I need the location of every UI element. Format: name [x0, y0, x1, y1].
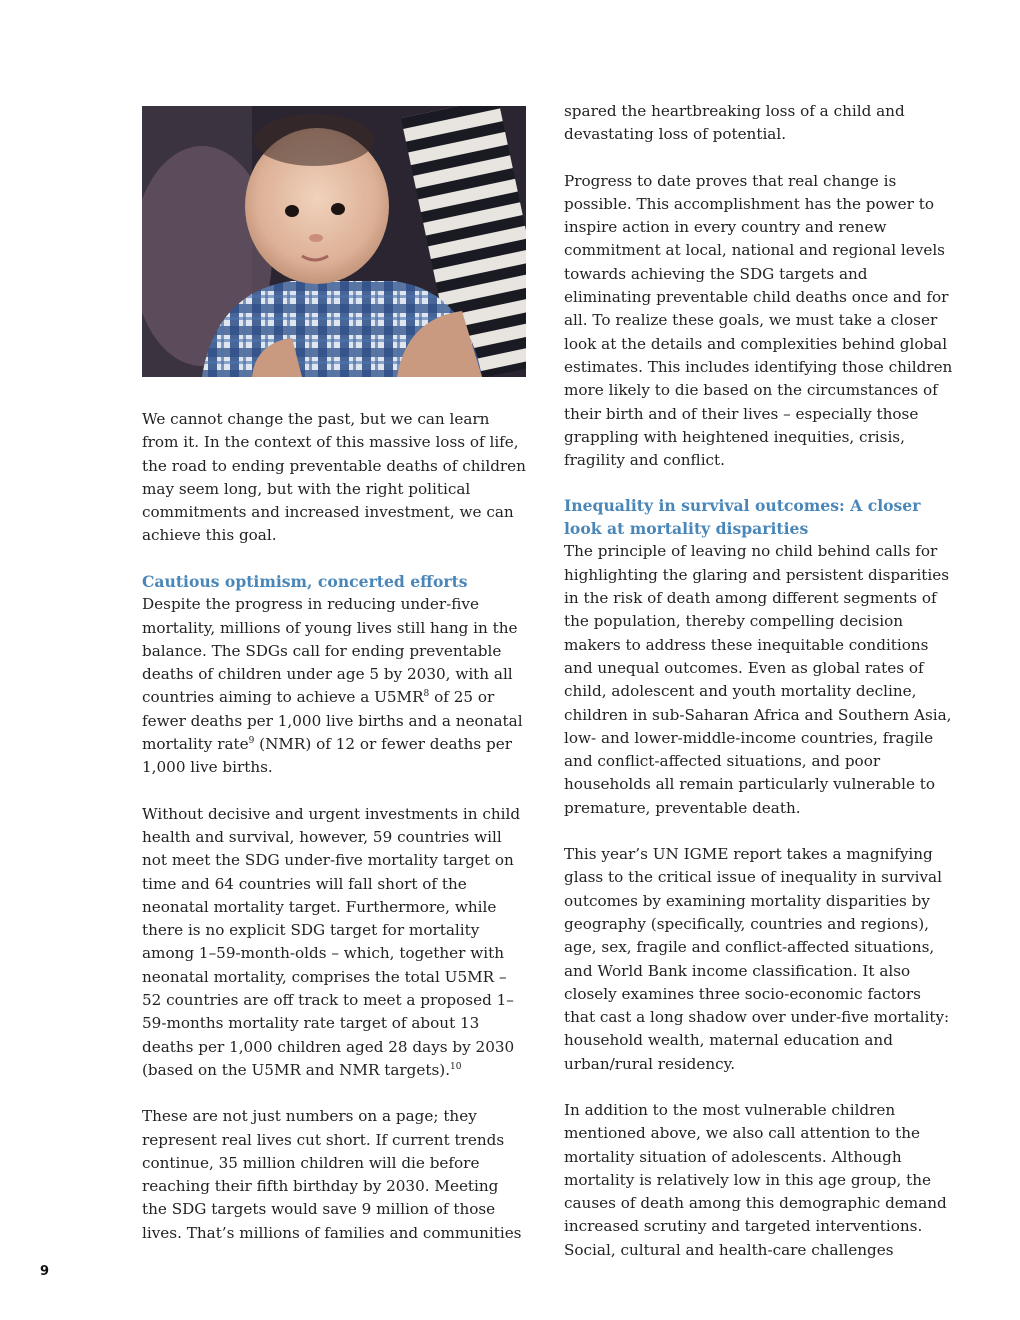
section-heading-cautious-optimism: Cautious optimism, concerted efforts — [142, 571, 468, 591]
investment-paragraph: Without decisive and urgent investments in child health and survival, however, 59 countries will not meet the SDG under-five mortality target on time and 64 countries will fall short of the neonatal mortality target. Furthermore, while there is no explicit SDG target for mortality among 1–59-month-olds – which, together with neonatal mortality, comprises the total U5MR – 52 countries are off track to meet a proposed 1–59-months mortality rate target of about 13 deaths per 1,000 children aged 28 days by 2030 (based on the U5MR and NMR targets).$^{10}$ — [142, 804, 521, 1079]
page-number: 9 — [40, 1264, 50, 1279]
footnote-ref-9[interactable]: 9 — [248, 736, 255, 746]
numbers-paragraph: These are not just numbers on a page; they represent real lives cut short. If current trends continue, 35 million children will die before reaching their fifth birthday by 2030. Meeting the SDG targets would save 9 million of those lives. That’s millions of families and communities — [142, 1107, 522, 1242]
baby-photo — [142, 106, 526, 377]
real-change-paragraph: Progress to date proves that real change is possible. This accomplishment has the power to inspire action in every country and renew commitment at local, national and regional levels towards achieving the SDG targets and eliminating preventable child deaths once and for all. To realize these goals, we must take a closer look at the details and complexities behind global estimates. This includes identifying those children more likely to die based on the circumstances of their birth and of their lives – especially those grappling with heightened inequities, crisis, fragility and conflict. — [564, 171, 953, 470]
footnote-ref-8[interactable]: 8 — [423, 689, 430, 700]
report-scope-paragraph: This year’s UN IGME report takes a magnifying glass to the critical issue of inequality in survival outcomes by examining mortality disparities by geography (specifically, countries and regions), age, sex, fragile and conflict-affected situations, and World Bank income classification. It also closely examines three socio-economic factors that cast a long shadow over under-five mortality: household wealth, maternal education and urban/rural residency. — [564, 845, 950, 1073]
progress-paragraph: Despite the progress in reducing under-five mortality, millions of young lives still hang in the balance. The SDGs call for ending preventable deaths of children under age 5 by 2030, with all countries aiming to achieve a $U5MR^8$ of 25 or fewer deaths per 1,000 live births and a neonatal mortality rate$^9$ (NMR) of 12 or fewer deaths per 1,000 live births. — [142, 595, 523, 777]
adolescents-paragraph: In addition to the most vulnerable children mentioned above, we also call attention to the mortality situation of adolescents. Although mortality is relatively low in this age group, the causes of death among this demographic demand increased scrutiny and targeted interventions. Social, cultural and health-care challenges — [564, 1100, 947, 1259]
left-column — [142, 100, 527, 1245]
footnote-ref-10[interactable]: 10 — [450, 1061, 462, 1072]
continuation-paragraph: spared the heartbreaking loss of a child and devastating loss of potential. — [564, 102, 905, 144]
section-heading-inequality: Inequality in survival outcomes: A closer look at mortality disparities — [564, 496, 921, 538]
disparities-paragraph: The principle of leaving no child behind calls for highlighting the glaring and persistent disparities in the risk of death among different segments of the population, thereby compelling decision makers to address these inequitable conditions and unequal outcomes. Even as global rates of child, adolescent and youth mortality decline, children in sub-Saharan Africa and Southern Asia, low- and lower-middle-income countries, fragile and conflict-affected situations, and poor households all remain particularly vulnerable to premature, preventable death. — [564, 542, 952, 817]
intro-paragraph: We cannot change the past, but we can learn from it. In the context of this massive loss of life, the road to ending preventable deaths of children may seem long, but with the right political commitments and increased investment, we can achieve this goal. — [142, 410, 526, 545]
right-column — [564, 100, 954, 1262]
baby-photo-illustration — [142, 106, 526, 377]
